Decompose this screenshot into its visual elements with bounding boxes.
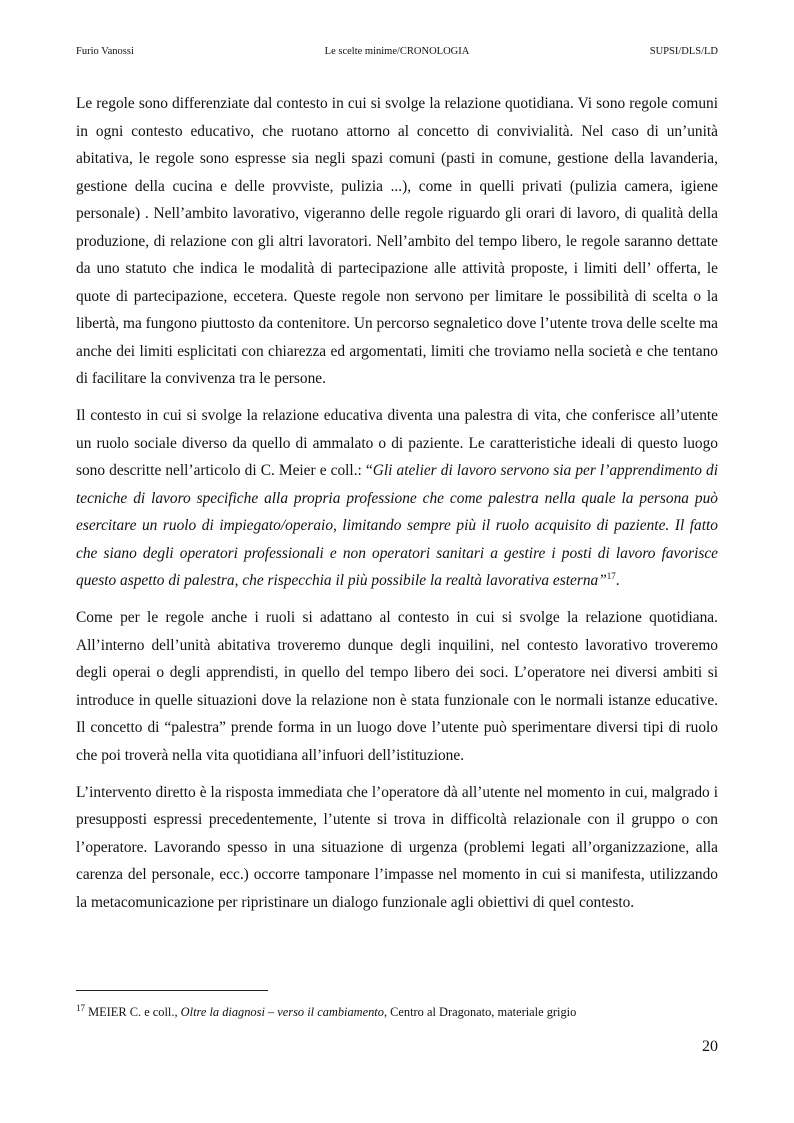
body-text (76, 90, 718, 926)
page-header (76, 46, 718, 62)
paragraph-rules: Le regole sono differenziate dal contesto in cui si svolge la relazione quotidiana. Vi sono regole comuni in ogni contesto educativo, che ruotano attorno al concetto di convivialità. Nel caso di un’unità abitativa, le regole sono espresse sia negli spazi comuni (pasti in comune, gestione della lavanderia, gestione della cucina e delle provviste, pulizia ...), come in quelli privati (pulizia camera, igiene personale) . Nell’ambito lavorativo, vigeranno delle regole riguardo gli orari di lavoro, di qualità della produzione, di relazione con gli altri lavoratori. Nell’ambito del tempo libero, le regole saranno dettate da uno statuto che indica le modalità di partecipazione alle attività proposte, i limiti dell’ offerta, le quote di partecipazione, eccetera. Queste regole non servono per limitare le possibilità di scelta o la libertà, ma fungono piuttosto da contenitore. Un percorso segnaletico dove l’utente trova delle scelte ma anche dei limiti esplicitati con chiarezza ed argomentati, limiti che troviamo nella società e che tentano di facilitare la convivenza tra le persone. (76, 95, 718, 387)
page-number: 20 (702, 1038, 718, 1055)
footnote-title: Oltre la diagnosi – verso il cambiamento (180, 1005, 384, 1019)
footnote (76, 1004, 718, 1020)
paragraph-context-intro: Il contesto in cui si svolge la relazione educativa diventa una palestra di vita, che conferisce all’utente un ruolo sociale diverso da quello di ammalato o di paziente. Le caratteristiche ideali di questo luogo sono descritte nell’articolo di C. Meier e coll.: “ (76, 407, 718, 479)
footnote-divider (76, 990, 268, 991)
meier-quote: Gli atelier di lavoro servono sia per l’apprendimento di tecniche di lavoro specifiche alla propria professione che come palestra nella quale la persona può esercitare un ruolo di impiegato/operaio, limitando sempre più il ruolo acquisito di paziente. Il fatto che siano degli operatori professionali e non operatori sanitari a gestire i posti di lavoro favorisce questo aspetto di palestra, che rispecchia il più possibile la realtà lavorativa esterna” (76, 462, 718, 589)
header-title: Le scelte minime/CRONOLOGIA (324, 46, 470, 57)
header-code: SUPSI/DLS/LD (649, 46, 718, 57)
header-author: Furio Vanossi (76, 46, 134, 57)
footnote-lead: MEIER C. e coll., (85, 1005, 181, 1019)
footnote-number: 17 (76, 1002, 85, 1013)
footnote-rest: , Centro al Dragonato, materiale grigio (383, 1005, 577, 1019)
paragraph-roles: Come per le regole anche i ruoli si adattano al contesto in cui si svolge la relazione quotidiana. All’interno dell’unità abitativa troveremo dunque degli inquilini, nel contesto lavorativo troveremo degli operai o degli apprendisti, in quello del tempo libero dei soci. L’operatore nei diversi ambiti si introduce in quelle situazioni dove la relazione non è stata funzionale con le normali istanze educative. Il concetto di “palestra” prende forma in un luogo dove l’utente può sperimentare diversi tipi di ruolo che poi troverà nella vita quotidiana all’infuori dell’istituzione. (76, 609, 718, 764)
paragraph-context-end: . (615, 572, 620, 589)
footnote-reference: 17 (606, 570, 616, 581)
paragraph-intervention: L’intervento diretto è la risposta immediata che l’operatore dà all’utente nel momento in cui, malgrado i presupposti espressi precedentemente, l’utente si trova in difficoltà relazionale con il gruppo o con l’operatore. Lavorando spesso in una situazione di urgenza (problemi legati all’organizzazione, alla carenza del personale, ecc.) occorre tamponare l’impasse nel momento in cui si manifesta, utilizzando la metacomunicazione per ripristinare un dialogo funzionale agli obiettivi di quel contesto. (76, 783, 718, 911)
paragraph-context (76, 402, 718, 595)
